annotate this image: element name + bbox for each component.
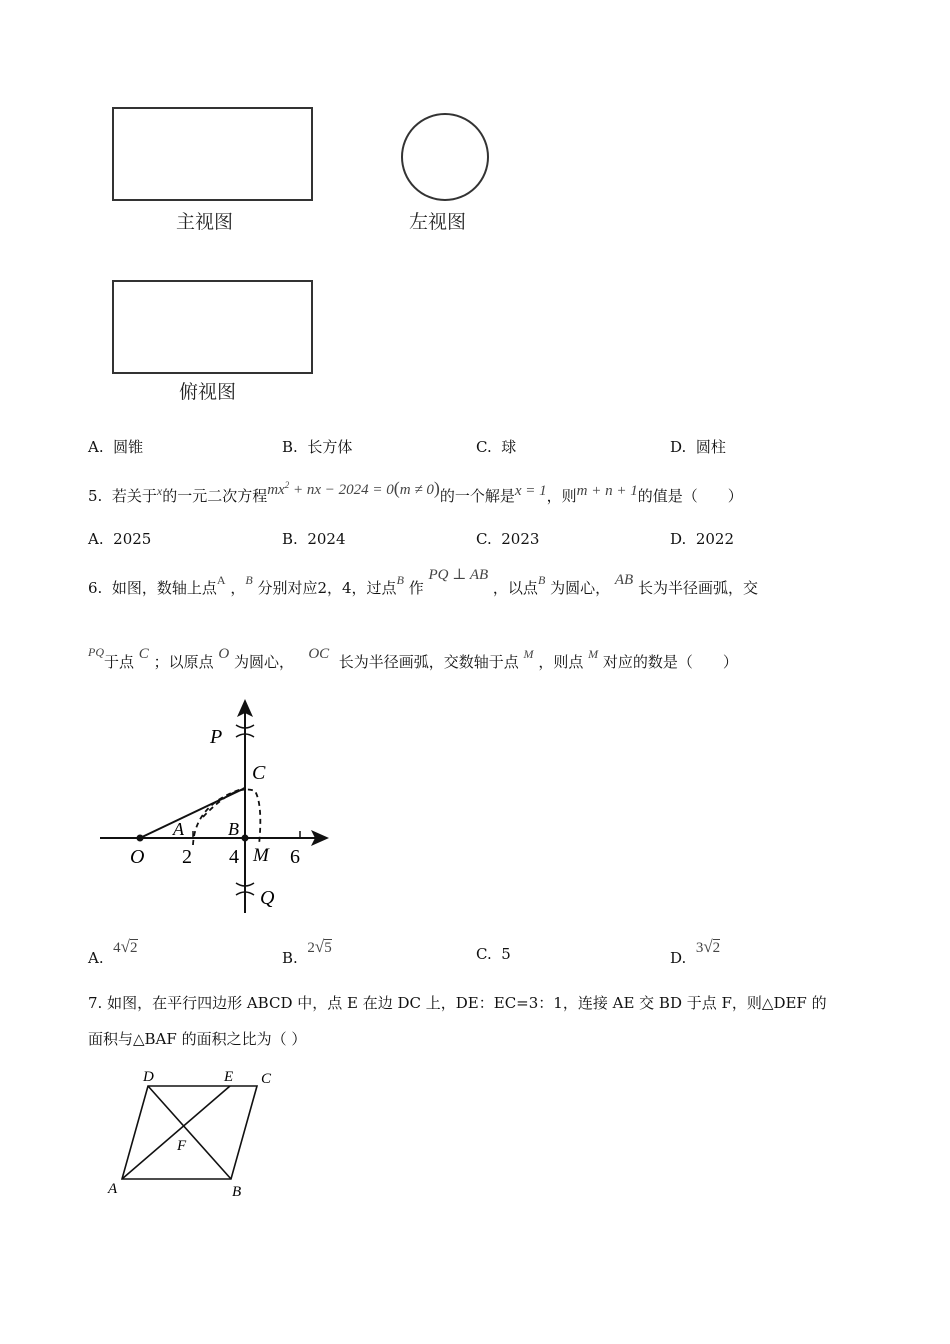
left-view-label: 左视图: [409, 211, 467, 233]
top-view-rectangle: [112, 280, 313, 374]
q5-option-b: B. 2024: [282, 530, 346, 548]
label-tick-4: 4: [229, 846, 239, 868]
label-F: F: [177, 1138, 187, 1154]
label-O: O: [130, 846, 145, 868]
q7-parallelogram-figure: [100, 1062, 290, 1207]
label-Q: Q: [260, 887, 275, 909]
label-tick-2: 2: [182, 846, 192, 868]
q7-stem-line2: 面积与△BAF 的面积之比为（ ）: [88, 1030, 307, 1048]
label-C: C: [252, 762, 266, 784]
q6-option-a: A. 4√2: [88, 937, 138, 967]
label-tick-6: 6: [290, 846, 300, 868]
label-B: B: [228, 819, 239, 839]
q6-stem-line2: $^{PQ}$于点 C ；以原点 O 为圆心， OC 长为半径画弧，交数轴于点 $^M$ ，则点 $^M$ 对应的数是（ ）: [88, 645, 738, 671]
front-view-label: 主视图: [176, 211, 234, 233]
q4-option-d: D. 圆柱: [670, 438, 726, 456]
q5-option-c: C. 2023: [476, 530, 540, 548]
q5-option-a: A. 2025: [88, 530, 152, 548]
left-view-circle: [400, 112, 492, 204]
q5-option-d: D. 2022: [670, 530, 734, 548]
q4-option-c: C. 球: [476, 438, 517, 456]
q5-stem: 5. 若关于$^x$的一元二次方程$mx^2$ + nx − 2024 = 0(m ≠ 0)的一个解是x = 1，则m + n + 1的值是（ ）: [88, 478, 743, 505]
label-B: B: [232, 1184, 242, 1200]
q6-number-line-figure: [95, 695, 340, 920]
label-D: D: [143, 1069, 154, 1085]
front-view-rectangle: [112, 107, 313, 201]
q6-option-b: B. 2√5: [282, 937, 332, 967]
q6-stem-line1: 6. 如图，数轴上点$^A$ ，$^B$ 分别对应2，4，过点$^B$ 作 PQ ⊥ AB ，以点$^B$ 为圆心， AB 长为半径画弧，交: [88, 567, 758, 597]
q4-option-a: A. 圆锥: [88, 438, 144, 456]
top-view-label: 俯视图: [179, 381, 237, 403]
label-C: C: [261, 1071, 272, 1087]
q4-option-b: B. 长方体: [282, 438, 353, 456]
label-E: E: [224, 1069, 234, 1085]
q6-option-c: C. 5: [476, 945, 511, 963]
label-A: A: [108, 1181, 118, 1197]
label-P: P: [210, 726, 223, 748]
label-A: A: [173, 819, 184, 839]
q7-stem-line1: 7. 如图，在平行四边形 ABCD 中，点 E 在边 DC 上，DE：EC=3：1，连接 AE 交 BD 于点 F，则△DEF 的: [88, 994, 827, 1012]
q6-option-d: D. 3√2: [670, 937, 721, 967]
label-M: M: [253, 845, 269, 866]
